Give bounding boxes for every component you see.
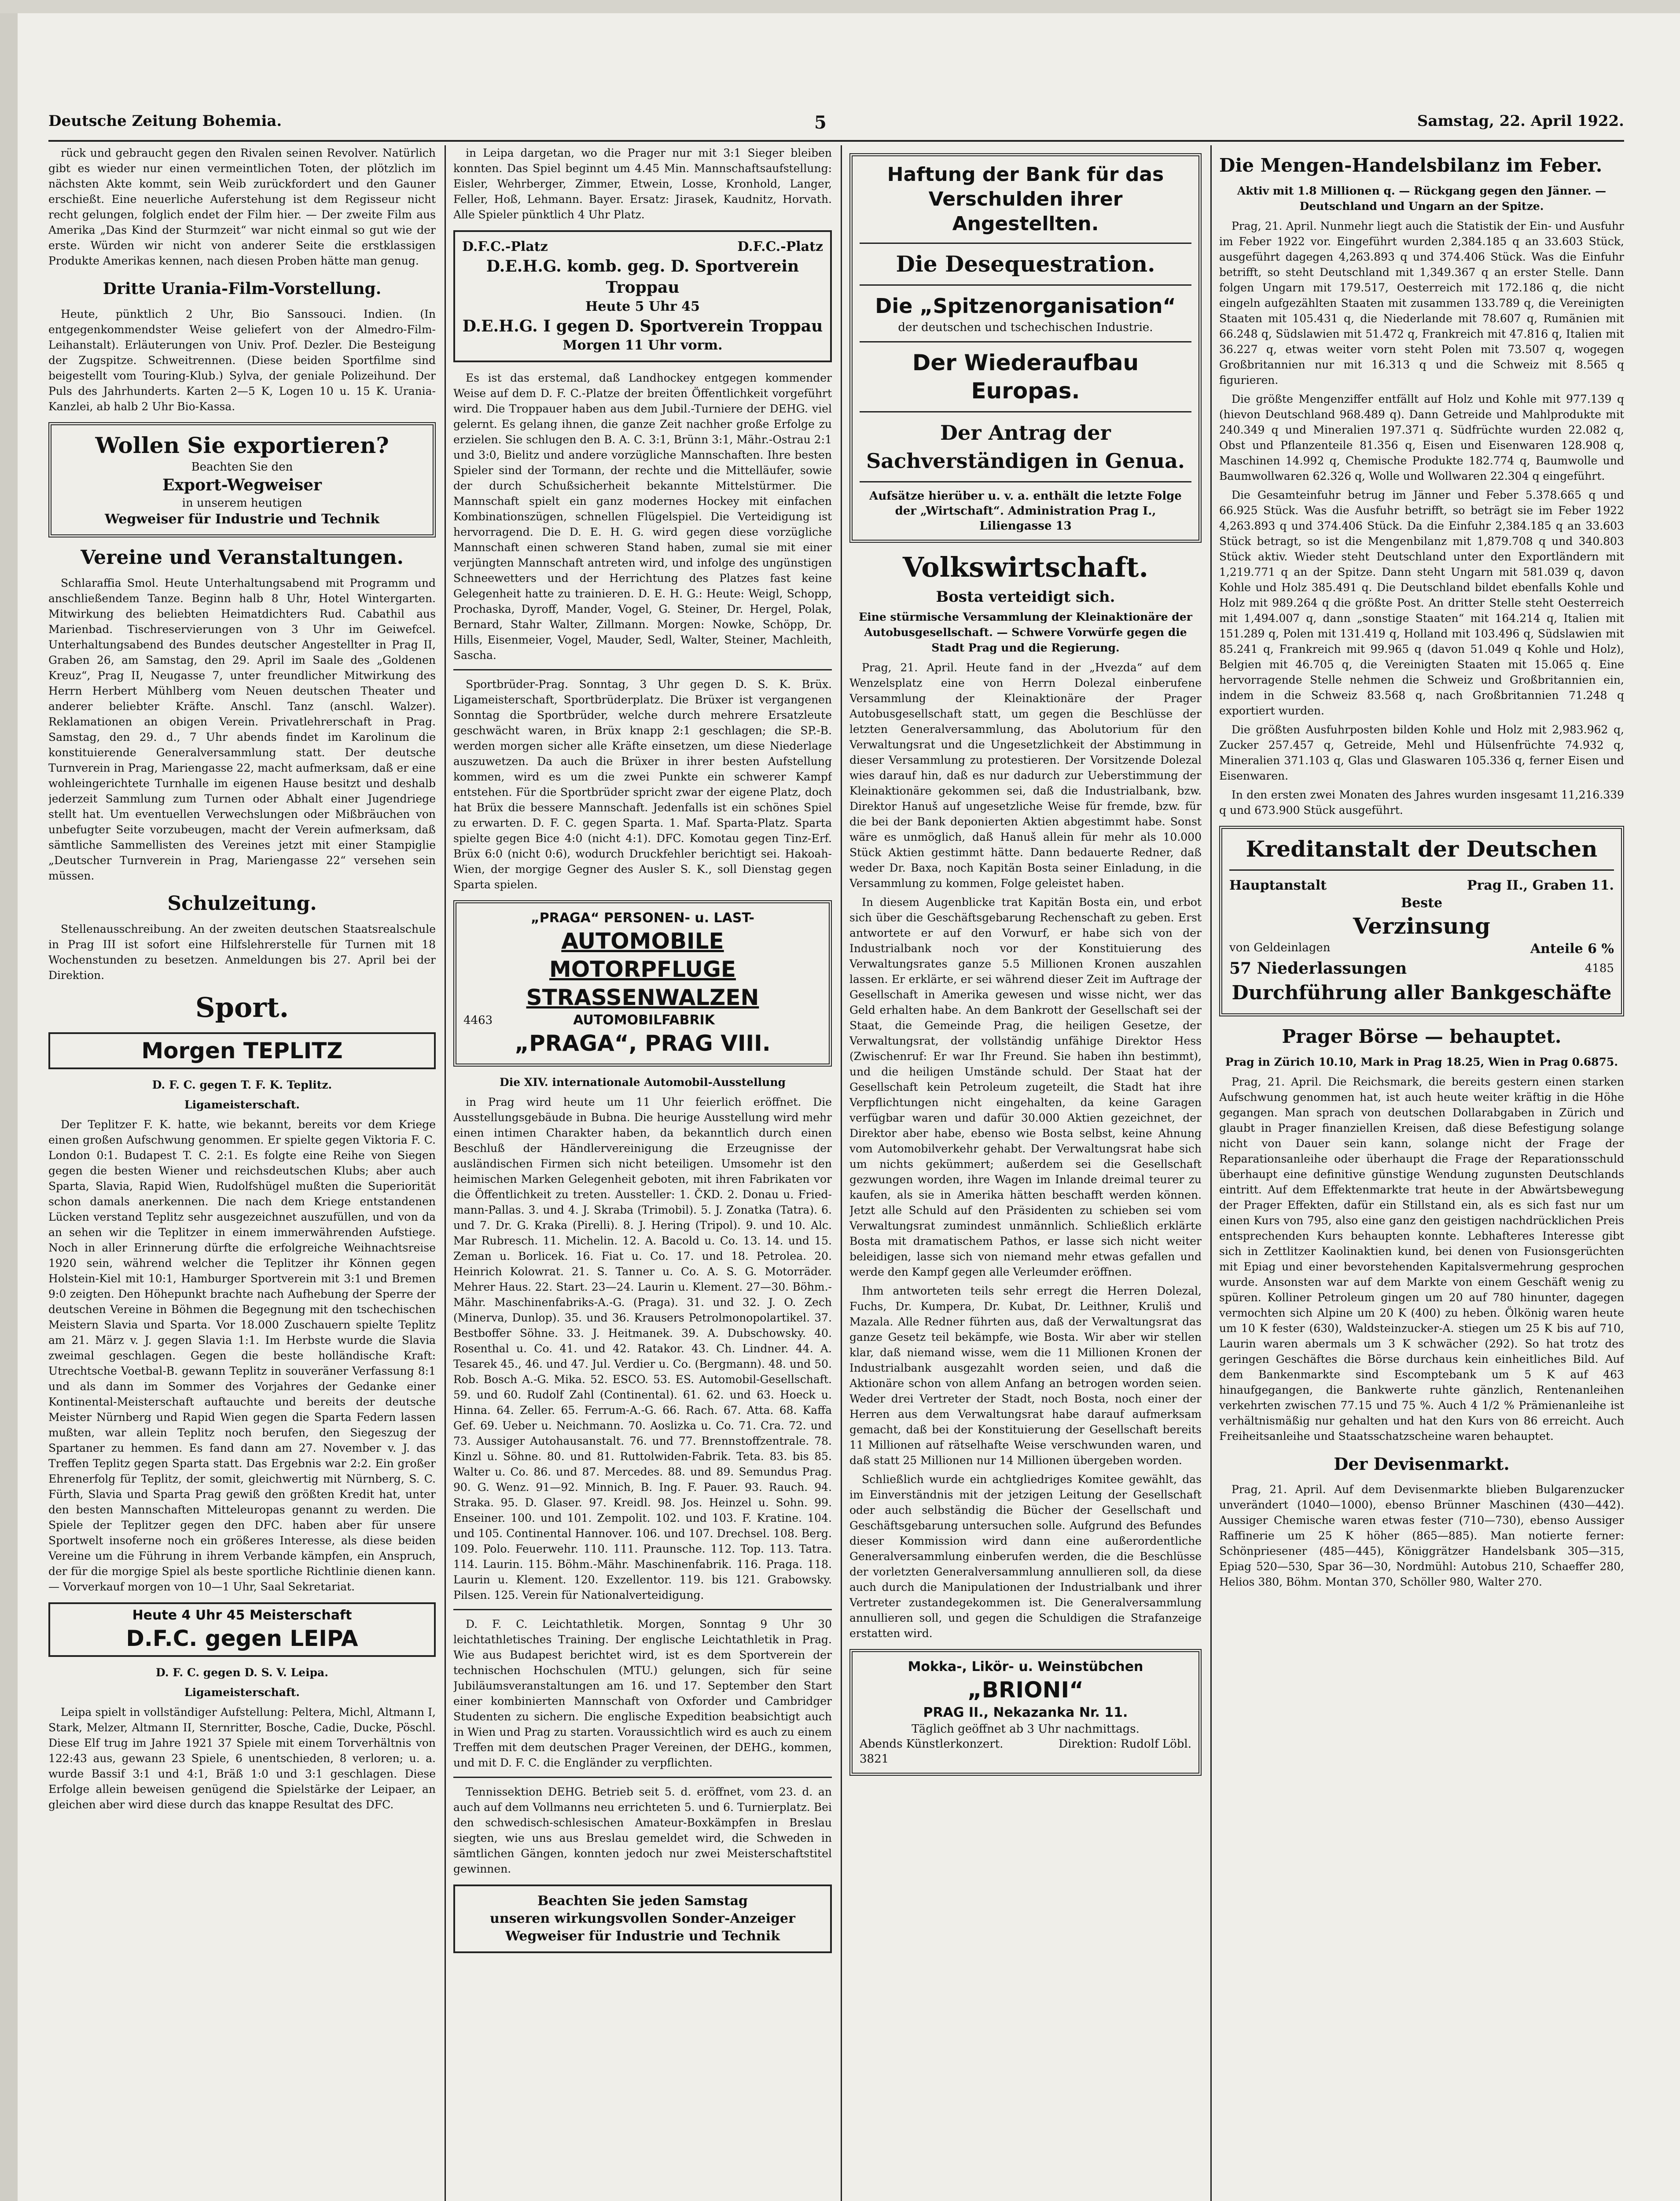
divider	[453, 669, 832, 670]
article-text: Ihm antworteten teils sehr erregt die Herren Dolezal, Fuchs, Dr. Kumpera, Dr. Kubat, Dr. Leithner, Kruliš und Mazala. Alle Redner führten aus, daß der Verwaltungsrat das ganze Gesetz teil bekämpfe, wie Bosta. Wir aber wir stellen klar, daß niemand wisse, wem die 11 Millionen Kronen der Industrialbank ausgezahlt worden seien, und daß die Aktionäre schon von allem Anfang an betrogen worden seien. Weder drei Vertreter der Stadt, noch Bosta, noch einer der Herren aus dem Verwaltungsrat habe darauf aufmerksam gemacht, daß bei der Konstituierung der Gesellschaft bereits 11 Millionen auf rätselhafte Weise verschwunden waren, und daß statt 25 Millionen nur 14 Millionen übergeben worden.	[849, 1285, 1202, 1467]
ad-line: Prag II., Graben 11.	[1467, 878, 1614, 893]
wirtschaft-advertisement	[849, 153, 1202, 543]
teplitz-banner	[48, 1032, 436, 1069]
section-heading: Volkswirtschaft.	[902, 551, 1149, 583]
ad-line: Täglich geöffnet ab 3 Uhr nachmittags.	[912, 1723, 1140, 1736]
article-text: Es ist das erstemal, daß Landhockey entgegen kommender Weise auf dem D. F. C.-Platze der breiten Öffentlichkeit vorgeführt wird. Die Troppauer haben aus dem Jubil.-Turniere der DEHG. viel gelernt. Es gelang ihnen, die ganze Zeit nachher große Erfolge zu erzielen. Sie schlugen den B. A. C. 3:1, Brünn 3:1, Mähr.-Ostrau 2:1 und 3:0, Bielitz und andere vorzügliche Mannschaften. Ihre besten Spieler sind der Tormann, der rechte und die Mittelläufer, sowie der durch Schußsicherheit bekannte Mittelstürmer. Die Mannschaft spielt ein ganz modernes Hockey mit einfachen Kombinationszügen, schnellen Flügelspiel. Die Verteidigung ist hervorragend. Die D. E. H. G. wird gegen diese vorzügliche Mannschaft einen schweren Stand haben, zumal sie mit einer verjüngten Mannschaft antreten wird, und infolge des ungünstigen Schneewetters und der Herrichtung des Platzes fast keine Gelegenheit hatte zu trainieren. D. E. H. G.: Heute: Weigl, Schopp, Prochaska, Dyroff, Mander, Vogel, G. Steiner, Dr. Hergel, Polak, Bernard, Stahr Walter, Zillmann. Morgen: Nowke, Schöpp, Dr. Hills, Eisenmeier, Vogel, Mauder, Sedl, Walter, Steiner, Machleith, Sascha.	[453, 372, 832, 662]
section-heading: Sport.	[195, 991, 289, 1023]
ad-headline: Der Wiederaufbau Europas.	[912, 350, 1139, 404]
ad-line: PRAG II., Nekazanka Nr. 11.	[923, 1705, 1128, 1720]
ad-footer-row	[860, 1737, 1191, 1752]
ad-line: von Geldeinlagen	[1229, 941, 1331, 954]
article-text: Die größten Ausfuhrposten bilden Kohle und Holz mit 2,983.962 q, Zucker 257.457 q, Getreide, Mehl und Hülsenfrüchte 74.932 q, Mineralien 371.103 q, Glas und Glaswaren 105.336 q, ferner Eisen und Eisenwaren.	[1219, 723, 1624, 782]
column-3	[849, 145, 1202, 2201]
divider	[453, 1777, 832, 1778]
column-4	[1219, 145, 1624, 2201]
article-text: Heute, pünktlich 2 Uhr, Bio Sanssouci. Indien. (In entgegenkommendster Weise geliefert von der Almedro-Film-Leihanstalt). Erläuterungen von Univ. Prof. Dezler. Die Besteigung der Zugspitze. Schweitrennen. (Diese beiden Sportfilme sind beigestellt vom Touring-Klub.) Sylva, der geniale Polizeihund. Der Puls des Jahrhunderts. Karten 2—5 K, Logen 10 u. 15 K. Urania-Kanzlei, ab halb 2 Uhr Bio-Kassa.	[48, 308, 436, 413]
article-text: In den ersten zwei Monaten des Jahres wurden insgesamt 11,216.339 q und 673.900 Stück ausgeführt.	[1219, 788, 1624, 817]
ad-line: Hauptanstalt	[1229, 878, 1327, 893]
ad-line: MOTORPFLUGE	[549, 957, 736, 982]
banner-text: Morgen TEPLITZ	[141, 1038, 343, 1064]
divider	[453, 1609, 832, 1610]
ad-row	[1229, 877, 1614, 894]
ad-line: Abends Künstlerkonzert.	[860, 1737, 1004, 1751]
article-subheading: D. F. C. gegen D. S. V. Leipa.	[156, 1666, 328, 1679]
article-text: D. F. C. Leichtathletik. Morgen, Sonntag 9 Uhr 30 leichtathletisches Training. Der englische Leichtathletik in Prag. Wie aus Budapest berichtet wird, ist es dem Sportverein der technischen Hochschulen (MTU.) gelungen, sich für seine Jubiläumsveranstaltungen am 16. und 17. September den Start einer kombinierten Mannschaft von Oxforder und Cambridger Studenten zu sichern. Die englische Expedition beabsichtigt auch in Wien und Prag zu starten. Voraussichtlich wird es auch zu einem Treffen mit dem deutschen Prager Vereinen, der DEHG., kommen, und mit D. F. C. die Engländer zu verpflichten.	[453, 1618, 832, 1769]
export-advertisement	[48, 422, 436, 537]
column-2	[453, 145, 832, 2201]
ad-line: Heute 5 Uhr 45	[585, 299, 700, 314]
article-text: Prag, 21. April. Nunmehr liegt auch die Statistik der Ein- und Ausfuhr im Feber 1922 vor. Eingeführt wurden 2,384.185 q an 33.603 Stück, ausgeführt dagegen 4,263.893 q und 374.406 Stück. Was die Einfuhr betrifft, so steht Deutschland mit 1,349.367 q an erster Stelle. Dann folgen Ungarn mit 179.517, Oesterreich mit 172.186 q, die nicht eingeln aufgezählten Staaten mit zusammen 133.789 q, die Vereinigten Staaten mit 105.431 q, die Niederlande mit 78.607 q, Rumänien mit 66.248 q, Südslawien mit 51.472 q, Frankreich mit 47.816 q, Italien mit 36.227 q, etwas weiter vorn steht Polen mit 73.507 q, wogegen Großbritannien nur mit 16.313 q und die Schweiz mit 8.565 q figurieren.	[1219, 220, 1624, 386]
section-heading: Der Devisenmarkt.	[1334, 1454, 1510, 1474]
section-heading: Prager Börse — behauptet.	[1282, 1026, 1562, 1047]
divider	[1229, 869, 1614, 871]
ad-line: Anteile 6 %	[1530, 941, 1614, 957]
article-text: Tennissektion DEHG. Betrieb seit 5. d. eröffnet, vom 23. d. an auch auf dem Vollmanns neu errichteten 5. und 6. Turnierplatz. Bei den schwedisch-schlesischen Amateur-Boxkämpfen in Breslau siegten, wie uns aus Breslau gemeldet wird, die Schweden in sämtlichen Gängen, konnten jedoch nur zwei Meisterschaftstitel gewinnen.	[453, 1785, 832, 1875]
ad-line: Wegweiser für Industrie und Technik	[104, 512, 379, 527]
page-header	[48, 112, 1624, 139]
article-text: In diesem Augenblicke trat Kapitän Bosta ein, und erbot sich über die Geschäftsgebarung Rechenschaft zu geben. Erst antwortete er auf den Vorwurf, er habe sich von der Industrialbank noch vor der Konstituierung des Verwaltungsrates ganze 5.5 Millionen Kronen auszahlen lassen. Er erklärte, er sei während dieser Zeit im Auftrage der Gesellschaft in Amerika gewesen und wisse nicht, wer das Geld erhalten habe. An dem Bankrott der Gesellschaft sei der Staat, die Gemeinde Prag, die heiligen Gesetze, der Verwaltungsrat, der vollständig unfähige Direktor Hess (Zwischenruf: Er war Ihr Freund. Sie haben ihn bestimmt), und die heiligen Umstände schuld. Der Staat hat der Gesellschaft kein Petroleum zugeteilt, die Stadt hat ihre Verpflichtungen nicht eingehalten, da keine Garagen verfügbar waren und dafür 30.000 Aktien gezeichnet, der Direktor aber habe, ebenso wie Bosta selbst, keine Ahnung vom Automobilverkehr gehabt. Der Verwaltungsrat habe sich um nichts gekümmert; außerdem sei die Gesellschaft gezwungen worden, ihre Wagen im Inlande dreimal teurer zu kaufen, als sie in Amerika hätten beschafft werden können. Jetzt alle Schuld auf den Präsidenten zu schieben sei vom Verwaltungsrat zumindest unmännlich. Schließlich erklärte Bosta mit dramatischem Pathos, er lasse sich nicht weiter beleidigen, lasse sich von niemand mehr etwas gefallen und werde den Kampf gegen alle Verleumder eröffnen.	[849, 896, 1202, 1278]
left-page-edge	[0, 0, 18, 2201]
divider	[860, 411, 1191, 412]
article-subheading: D. F. C. gegen T. F. K. Teplitz.	[152, 1078, 332, 1091]
banner-text: Heute 4 Uhr 45 Meisterschaft	[132, 1608, 352, 1623]
ad-line: in unserem heutigen	[182, 497, 302, 510]
section-heading: Vereine und Veranstaltungen.	[81, 546, 404, 569]
ad-line: Morgen 11 Uhr vorm.	[562, 338, 723, 353]
divider	[860, 341, 1191, 342]
ad-code: 3821	[860, 1752, 889, 1766]
ad-row	[1229, 958, 1614, 979]
leipa-banner	[48, 1602, 436, 1657]
article-subheading: Aktiv mit 1.8 Millionen q. — Rückgang gegen den Jänner. — Deutschland und Ungarn an der Spitze.	[1237, 184, 1606, 213]
ad-line: Export-Wegweiser	[162, 476, 322, 494]
divider	[860, 284, 1191, 286]
ad-headline: Die Desequestration.	[896, 251, 1155, 277]
article-text: Prag, 21. April. Auf dem Devisenmarkte blieben Bulgarenzucker unverändert (1040—1000), ebenso Brünner Maschinen (430—442). Aussiger Chemische waren etwas fester (710—730), ebenso Aussiger Raffinerie um 25 K höher (865—885). Man notierte ferner: Schönpriesener (485—445), Königgrätzer Handelsbank 305—315, Epiag 520—530, Spar 36—30, Nordmühl: Autobus 210, Schaeffer 280, Helios 380, Böhm. Montan 370, Schöller 980, Walter 270.	[1219, 1483, 1624, 1588]
ad-line: Beachten Sie den	[191, 460, 293, 474]
article-text: Sportbrüder-Prag. Sonntag, 3 Uhr gegen D. S. K. Brüx. Ligameisterschaft, Sportbrüderplatz. Die Brüxer ist vergangenen Sonntag die Sportbrüder, welche durch mehrere Ersatzleute geschwächt waren, in Brüx knapp 2:1 geschlagen; die SP.-B. werden morgen sicher alle Kräfte einsetzen, um diese Niederlage auszuwetzen. Da auch die Brüxer in ihrer besten Aufstellung kommen, wird es um die zwei Punkte ein schwerer Kampf entstehen. Für die Sportbrüder spricht zwar der eigene Platz, doch hat Brüx die bessere Mannschaft. Jedenfalls ist ein schönes Spiel zu erwarten. D. F. C. gegen Sparta. 1. Maf. Sparta-Platz. Sparta spielte gegen Bice 4:0 (nicht 4:1). DFC. Komotau gegen Tinz-Erf. Brüx 6:0 (nicht 0:6), wodurch Druckfehler berichtigt sei. Hakoah-Wien, der morgige Gegner des Ausler S. K., soll Dienstag gegen Sparta spielen.	[453, 678, 832, 891]
newspaper-name: Deutsche Zeitung Bohemia.	[48, 112, 282, 130]
section-heading: Dritte Urania-Film-Vorstellung.	[103, 280, 382, 298]
article-subheading: Ligameisterschaft.	[184, 1686, 300, 1699]
brioni-advertisement	[849, 1649, 1202, 1776]
article-text: Schlaraffia Smol. Heute Unterhaltungsabend mit Programm und anschließendem Tanze. Beginn halb 8 Uhr, Hotel Wintergarten. Mitwirkung des beliebten Heimatdichters Rud. Cabathil aus Marienbad. Tischreservierungen von 3 Uhr im Geiwefcel. Unterhaltungsabend des Bundes deutscher Angestellter in Prag II, Graben 26, am Samstag, den 29. April im Saale des „Goldenen Kreuz“, Prag II, Neugasse 7, unter freundlicher Mitwirkung des Herrn Herbert Mühlberg vom Neuen deutschen Theater und anderer beliebter Kräfte. Anschl. Tanz (anschl. Walzer). Reklamationen an obigen Verein. Privatlehrerschaft in Prag. Samstag, den 29. d., 7 Uhr abends findet im Karolinum die konstituierende Generalversammlung statt. Der deutsche Turnverein in Prag, Mariengasse 22, macht aufmerksam, daß er eine wohleingerichtete Turnhalle im eigenen Hause besitzt und deshalb jederzeit Sammlung zum Turnen oder Abhalt einer Jugendriege stellt hat. Um eventuellen Verwechslungen oder Mißbräuchen von unbefugter Seite vorzubeugen, macht der Verein aufmerksam, daß sämtliche Sammellisten des Vereines jetzt mit einer Stampiglie „Deutscher Turnverein in Prag, Mariengasse 22“ versehen sein müssen.	[48, 577, 436, 882]
column-divider	[1210, 145, 1212, 2201]
article-text: rück und gebraucht gegen den Rivalen seinen Revolver. Natürlich gibt es wieder nur einen vermeintlichen Toten, der plötzlich im nächsten Akte kommt, sein Weib zurückfordert und den Gauner erschießt. Eine neuerliche Auferstehung ist dem Regisseur nicht recht gelungen, folglich endet der Film hier. — Der zweite Film aus Amerika „Das Kind der Sturmzeit“ war nicht einmal so gut wie der erste. Würden wir nicht von anderer Seite die erstklassigen Produkte Amerikas kennen, nach diesen Proben hätte man genug.	[48, 147, 436, 267]
hockey-advertisement	[453, 230, 832, 362]
article-text: in Prag wird heute um 11 Uhr feierlich eröffnet. Die Ausstellungsgebäude in Bubna. Die heurige Ausstellung wird mehr einen intimen Charakter haben, da bekanntlich durch einen Beschluß der Händlervereinigung die Erzeugnisse der ausländischen Firmen sich nicht beteiligen. Umsomehr ist den heimischen Marken Gelegenheit geboten, mit ihren Fabrikaten vor die Öffentlichkeit zu treten. Aussteller: 1. ČKD. 2. Donau u. Fried-mann-Pallas. 3. und 4. J. Skraba (Trimobil). 5. J. Zonatka (Tatra). 6. und 7. Dr. G. Kraka (Pirelli). 8. J. Hering (Tripol). 9. und 10. Alc. Mar Rubresch. 11. Michelin. 12. A. Bacold u. Co. 13. 14. und 15. Zeman u. Borlicek. 16. Fiat u. Co. 17. und 18. Petrolea. 20. Heinrich Kolowrat. 21. S. Tanner u. Co. A. S. G. Motorräder. Mehrer Haus. 22. Start. 23—24. Laurin u. Klement. 27—30. Böhm.-Mähr. Maschinenfabriks-A.-G. (Praga). 31. und 32. J. O. Zech (Minerva, Dunlop). 35. und 36. Krausers Petrolmonopolartikel. 37. Bestboffer Söhne. 33. J. Heitmanek. 39. A. Dubschowsky. 40. Rosenthal u. Co. 41. und 42. Ratakor. 43. Ch. Lindner. 44. A. Tesarek 45., 46. und 47. Jul. Verdier u. Co. (Bergmann). 48. und 50. Rob. Bosch A.-G. Mika. 52. ESCO. 53. ES. Automobil-Gesellschaft. 59. und 60. Rudolf Zahl (Continental). 61. 62. und 63. Hoeck u. Hinna. 64. Zeller. 65. Ferrum-A.-G. 66. Rach. 67. Atta. 68. Kaffa Gef. 69. Ueber u. Neichmann. 70. Aoslizka u. Co. 71. Cra. 72. und 73. Aussiger Autohausanstalt. 76. und 77. Brennstoffzentrale. 78. Kinzl u. Söhne. 80. und 81. Ruttolwiden-Fabrik. Teta. 83. bis 85. Walter u. Co. 86. und 87. Mercedes. 88. und 89. Semundus Prag. 90. G. Wenz. 91—92. Minnich, B. Ing. F. Pauer. 93. Rauch. 94. Straka. 95. D. Glaser. 97. Kreidl. 98. Jos. Heinzel u. Sohn. 99. Enseiner. 100. und 101. Zempolit. 102. und 103. F. Kratine. 104. und 105. Continental Hannover. 106. und 107. Drechsel. 108. Berg. 109. Polo. Feuerwehr. 110. 111. Praunsche. 112. Top. 113. Tatra. 114. Laurin. 115. Böhm.-Mähr. Maschinenfabrik. 116. Praga. 118. Laurin u. Klement. 120. Exzellentor. 119. bis 121. Grabowsky. Pilsen. 125. Verein für Nationalverteidigung.	[453, 1096, 832, 1601]
divider	[860, 243, 1191, 244]
praga-advertisement	[453, 900, 832, 1067]
ad-title: Kreditanstalt der Deutschen	[1246, 836, 1598, 862]
ad-code: 4463	[463, 1014, 493, 1027]
page-number: 5	[814, 112, 827, 133]
ad-line: Durchführung aller Bankgeschäfte	[1232, 982, 1612, 1004]
ad-row	[1229, 940, 1614, 958]
article-subheading: Die XIV. internationale Automobil-Ausstellung	[500, 1076, 786, 1089]
ad-line: Verzinsung	[1353, 913, 1490, 939]
kreditanstalt-advertisement	[1219, 826, 1624, 1016]
article-text: Prag, 21. April. Heute fand in der „Hvezda“ auf dem Wenzelsplatz eine von Herrn Dolezal einberufene Versammlung der Kleinaktionäre der Prager Autobusgesellschaft statt, um gegen die Beschlüsse der letzten Generalversammlung, das Abolutorium für den Verwaltungsrat und die Ungesetzlichkeit der Abstimmung in dieser Versammlung zu protestieren. Der Vorsitzende Dolezal wies darauf hin, daß es nur dadurch zur Ueberstimmung der Kleinaktionäre gekommen sei, daß die Industrialbank, bzw. Direktor Hanuš auf ungesetzliche Weise für fremde, bzw. für die bei der Bank deponierten Aktien abgestimmt habe. Sonst wäre es unmöglich, daß Hanuš allein für mehr als 10.000 Stück Aktien gestimmt hätte. Dann bedauerte Redner, daß weder Dr. Baxa, noch Kapitän Bosta seiner Einladung, in die Versammlung zu kommen, Folge geleistet haben.	[849, 661, 1202, 890]
ad-line: STRASSENWALZEN	[526, 985, 759, 1010]
ad-line: Mokka-, Likör- u. Weinstübchen	[908, 1659, 1143, 1675]
top-page-edge	[0, 0, 1680, 13]
wegweiser-advertisement	[453, 1884, 832, 1953]
section-heading: Die Mengen-Handelsbilanz im Feber.	[1219, 155, 1603, 176]
article-subheading: Prag in Zürich 10.10, Mark in Prag 18.25, Wien in Prag 0.6875.	[1225, 1056, 1618, 1068]
article-headline: Bosta verteidigt sich.	[936, 588, 1115, 606]
ad-line: unseren wirkungsvollen Sonder-Anzeiger	[490, 1911, 795, 1926]
article-text: Prag, 21. April. Die Reichsmark, die bereits gestern einen starken Aufschwung genommen hat, ist auch heute weiter kräftig in die Höhe gegangen. Man sprach von deutschen Dollarabgaben in Zürich und glaubt in Prager finanziellen Kreisen, daß diese Befestigung solange nicht von Dauer sein kann, solange nicht der Frage der Reparationsanleihe oder überhaupt die Frage der Reparationsschuld überhaupt eine definitive günstige Wendung zugunsten Deutschlands eintritt. Auf dem Effektenmarkte trat heute in der Abwärtsbewegung der Prager Effekten, dafür ein Stillstand ein, als es sich fast nur um einen Kurs von 795, also eine ganz den geistigen nachdrücklichen Preis entsprechenden Kurs behaupten konnte. Lebhafteres Interesse gibt sich in Zettlitzer Kaolinaktien kund, bei denen von Fusionsgerüchten mit Epiag und einer bevorstehenden Kapitalsvermehrung gesprochen wurde. Ansonsten war auf dem Markte von einem Geschäft wenig zu spüren. Kolliner Petroleum gingen um 20 auf 780 hinunter, dagegen vermochten sich Alpine um 20 K (400) zu heben. Ölkönig waren heute um 10 K fester (630), Waldsteinzucker-A. stiegen um 25 K bis auf 710, Laurin waren abermals um 3 K schwächer (292). So hat trotz des geringen Geschäftes die Börse durchaus kein einheitliches Bild. Auf dem Bankenmarkte sind Escomptebank um 5 K auf 463 hinaufgegangen, die Bankwerte ruhte gänzlich, Rentenanleihen verkehrten zwischen 77.15 und 75 %. Auch 4 1/2 % Prämienanleihe ist verhältnismäßig nur gehalten und hat den Kurs von 86 erreicht. Auch Freiheitsanleihe und Staatsschatzscheine waren behauptet.	[1219, 1075, 1624, 1443]
ad-note: Aufsätze hierüber u. v. a. enthält die letzte Folge der „Wirtschaft“. Administration Prag I., Liliengasse 13	[869, 490, 1182, 533]
column-divider	[445, 145, 446, 2201]
header-rule	[48, 140, 1624, 142]
ad-code: 4185	[1584, 962, 1614, 975]
article-text: Die größte Mengenziffer entfällt auf Holz und Kohle mit 977.139 q (hievon Deutschland 968.489 q). Dann Getreide und Mahlprodukte mit 240.349 q und Mineralien 197.371 q. Südfrüchte wurden 22.082 q, Obst und Pflanzenteile 81.356 q, Eisen und Eisenwaren 128.908 q, Maschinen 14.992 q, Chemische Produkte 182.774 q, Baumwolle und Baumwollwaren 62.326 q, Wolle und Wollwaren 22.304 q eingeführt.	[1219, 393, 1624, 482]
ad-line: D.E.H.G. komb. geg. D. Sportverein Troppau	[486, 257, 799, 297]
section-heading: Schulzeitung.	[167, 892, 317, 915]
ad-line: „PRAGA“ PERSONEN- u. LAST-	[531, 910, 754, 926]
ad-headline: Der Antrag der Sachverständigen in Genua.	[866, 421, 1185, 473]
ad-label: D.F.C.-Platz	[737, 239, 823, 254]
ad-label: D.F.C.-Platz	[462, 239, 548, 254]
ad-header-row	[462, 238, 823, 256]
article-text: Schließlich wurde ein achtgliedriges Komitee gewählt, das im Einverständnis mit der jetzigen Leitung der Gesellschaft oder auch selbständig die Bücher der Gesellschaft und Geschäftsgebarung untersuchen solle. Aufgrund des Befundes dieser Kommission wird dann eine außerordentliche Generalversammlung einberufen werden, die die Beschlüsse der vorletzten Generalversammlung annullieren soll, da diese auch durch die Manipulationen der Industrialbank und ihrer Vertreter zustandegekommen ist. Die Generalversammlung annullieren soll, und gegen die Schuldigen die Strafanzeige erstatten wird.	[849, 1473, 1202, 1640]
ad-line: AUTOMOBILFABRIK	[573, 1012, 715, 1028]
ad-line: AUTOMOBILE	[561, 928, 724, 954]
article-subheading: Eine stürmische Versammlung der Kleinaktionäre der Autobusgesellschaft. — Schwere Vorwürfe gegen die Stadt Prag und die Regierung.	[859, 611, 1192, 654]
ad-line: Beste	[1401, 895, 1443, 911]
ad-line: „BRIONI“	[967, 1677, 1084, 1703]
divider	[860, 481, 1191, 482]
column-divider	[841, 145, 842, 2201]
article-text: Der Teplitzer F. K. hatte, wie bekannt, bereits vor dem Kriege einen großen Aufschwung genommen. Er spielte gegen Viktoria F. C. London 0:1. Budapest T. C. 2:1. Es folgte eine Reihe von Siegen gegen die besten Wiener und reichsdeutschen Klubs; aber auch Sparta, Slavia, Rapid Wien, Rudolfshügel mußten die Superiorität schon damals anerkennen. Die nach dem Kriege entstandenen Lücken verstand Teplitz sehr ausgezeichnet auszufüllen, und von da an sehen wir die Teplitzer in einem immerwährenden Aufstiege. Noch in aller Erinnerung dürfte die erfolgreiche Weihnachtsreise 1920 sein, während welcher die Teplitzer ihr Können gegen Holstein-Kiel mit 10:1, Hamburger Sportverein mit 3:1 und Bremen 9:0 zeigten. Den Höhepunkt brachte nach Aufhebung der Sperre der deutschen Vereine in Böhmen die Begegnung mit den tschechischen Meistern Slavia und Sparta. Vor 18.000 Zuschauern spielte Teplitz am 21. März v. J. gegen Slavia 1:1. Im Herbste wurde die Slavia zweimal geschlagen. Gegen die beste holländische Kraft: Utrechtsche Voetbal-B. gewann Teplitz in souveräner Verfassung 8:1 und als dann im Sommer des Vorjahres der Gedanke einer Kontinental-Meisterschaft auftauchte und bereits der deutsche Meister Nürnberg und Rapid Wien gegen die Sparta Federn lassen mußten, war allein Teplitz noch berufen, den Siegeszug der Spartaner zu hemmen. Es fand dann am 27. November v. J. das Treffen Teplitz gegen Sparta statt. Das Ergebnis war 2:2. Ein großer Ehrenerfolg für Teplitz, der somit, gleichwertig mit Nürnberg, S. C. Fürth, Slavia und Sparta Prag gewiß den größten Kredit hat, unter den besten Mannschaften Mitteleuropas genannt zu werden. Die Spiele der Teplitzer gegen den DFC. haben aber für unsere Sportwelt insoferne noch ein größeres Interesse, als diese beiden Vereine um die Führung in ihrem Verbande kämpfen, ein Anspruch, der für die morgige Spiel als beste sportliche Richtlinie dienen kann. — Vorverkauf morgen von 10—1 Uhr, Saal Sekretariat.	[48, 1118, 436, 1593]
ad-footer-row	[463, 1012, 822, 1029]
ad-line: D.E.H.G. I gegen D. Sportverein Troppau	[462, 317, 823, 335]
ad-line: Direktion: Rudolf Löbl.	[1059, 1737, 1191, 1751]
ad-headline: Haftung der Bank für das Verschulden ihrer Angestellten.	[887, 163, 1164, 235]
banner-text: D.F.C. gegen LEIPA	[126, 1626, 358, 1651]
article-text: in Leipa dargetan, wo die Prager nur mit 3:1 Sieger bleiben konnten. Das Spiel beginnt um 4.45 Min. Mannschaftsaufstellung: Eisler, Wehrberger, Zimmer, Etwein, Losse, Kronhold, Langer, Feller, Hoß, Lehmann. Bayer. Ersatz: Jirasek, Kaudnitz, Horvath. Alle Spieler pünktlich 4 Uhr Platz.	[453, 147, 832, 221]
article-text: Die Gesamteinfuhr betrug im Jänner und Feber 5.378.665 q und 66.925 Stück. Was die Ausfuhr betrifft, so beträgt sie im Feber 1922 4,263.893 q und 374.406 Stück. Da die Einfuhr 2,384.185 q an 33.603 Stück betragt, so ist die Mengenbilanz mit 1,879.708 q und 340.803 Stück aktiv. Wieder steht Deutschland unter den Exportländern mit 1,219.771 q an der Spitze. Dann steht Ungarn mit 581.039 q, davon Kohle und Holz 385.491 q. Die Deutschland bildet ebenfalls Kohle und Holz mit 989.264 q die größte Post. An dritter Stelle steht Oesterreich mit 1,494.007 q, dann „sonstige Staaten“ mit 164.214 q, Italien mit 151.289 q, Polen mit 131.419 q, Holland mit 103.496 q, Südslawien mit 85.241 q, Frankreich mit 99.965 q (davon 51.049 q Kohle und Holz), Belgien mit 46.705 q, die Vereinigten Staaten mit 15.065 q. Eine hervorragende Stelle nehmen die Schweiz und Großbritannien ein, indem in die Schweiz 83.568 q, nach Großbritannien 71.248 q exportiert wurden.	[1219, 489, 1624, 717]
article-text: Stellenausschreibung. An der zweiten deutschen Staatsrealschule in Prag III ist sofort eine Hilfslehrerstelle für Turnen mit 18 Wochenstunden zu besetzen. Anmeldungen bis 27. April bei der Direktion.	[48, 923, 436, 982]
ad-headline: Die „Spitzenorganisation“	[875, 294, 1176, 318]
ad-line: „PRAGA“, PRAG VIII.	[515, 1031, 771, 1056]
ad-line: 57 Niederlassungen	[1229, 959, 1407, 978]
article-subheading: Ligameisterschaft.	[184, 1098, 300, 1111]
ad-subline: der deutschen und tschechischen Industrie.	[898, 321, 1153, 334]
column-1	[48, 145, 436, 2201]
issue-date: Samstag, 22. April 1922.	[1417, 112, 1624, 130]
ad-line: Wegweiser für Industrie und Technik	[505, 1929, 780, 1944]
ad-title: Wollen Sie exportieren?	[95, 432, 389, 458]
ad-line: Beachten Sie jeden Samstag	[537, 1893, 748, 1909]
article-text: Leipa spielt in vollständiger Aufstellung: Peltera, Michl, Altmann I, Stark, Melzer, Altmann II, Sternritter, Bosche, Cadie, Ducke, Pöschl. Diese Elf trug im Jahre 1921 37 Spiele mit einem Torverhältnis von 122:43 aus, gewann 23 Spiele, 6 unentschieden, 8 verloren; u. a. wurde Bassif 3:1 und 4:1, Bräß 1:0 und 3:1 geschlagen. Diese Erfolge allein beweisen genügend die Spielstärke der Leipaer, an gleichen aber wird diese durch das knappe Resultat des DFC.	[48, 1706, 436, 1811]
